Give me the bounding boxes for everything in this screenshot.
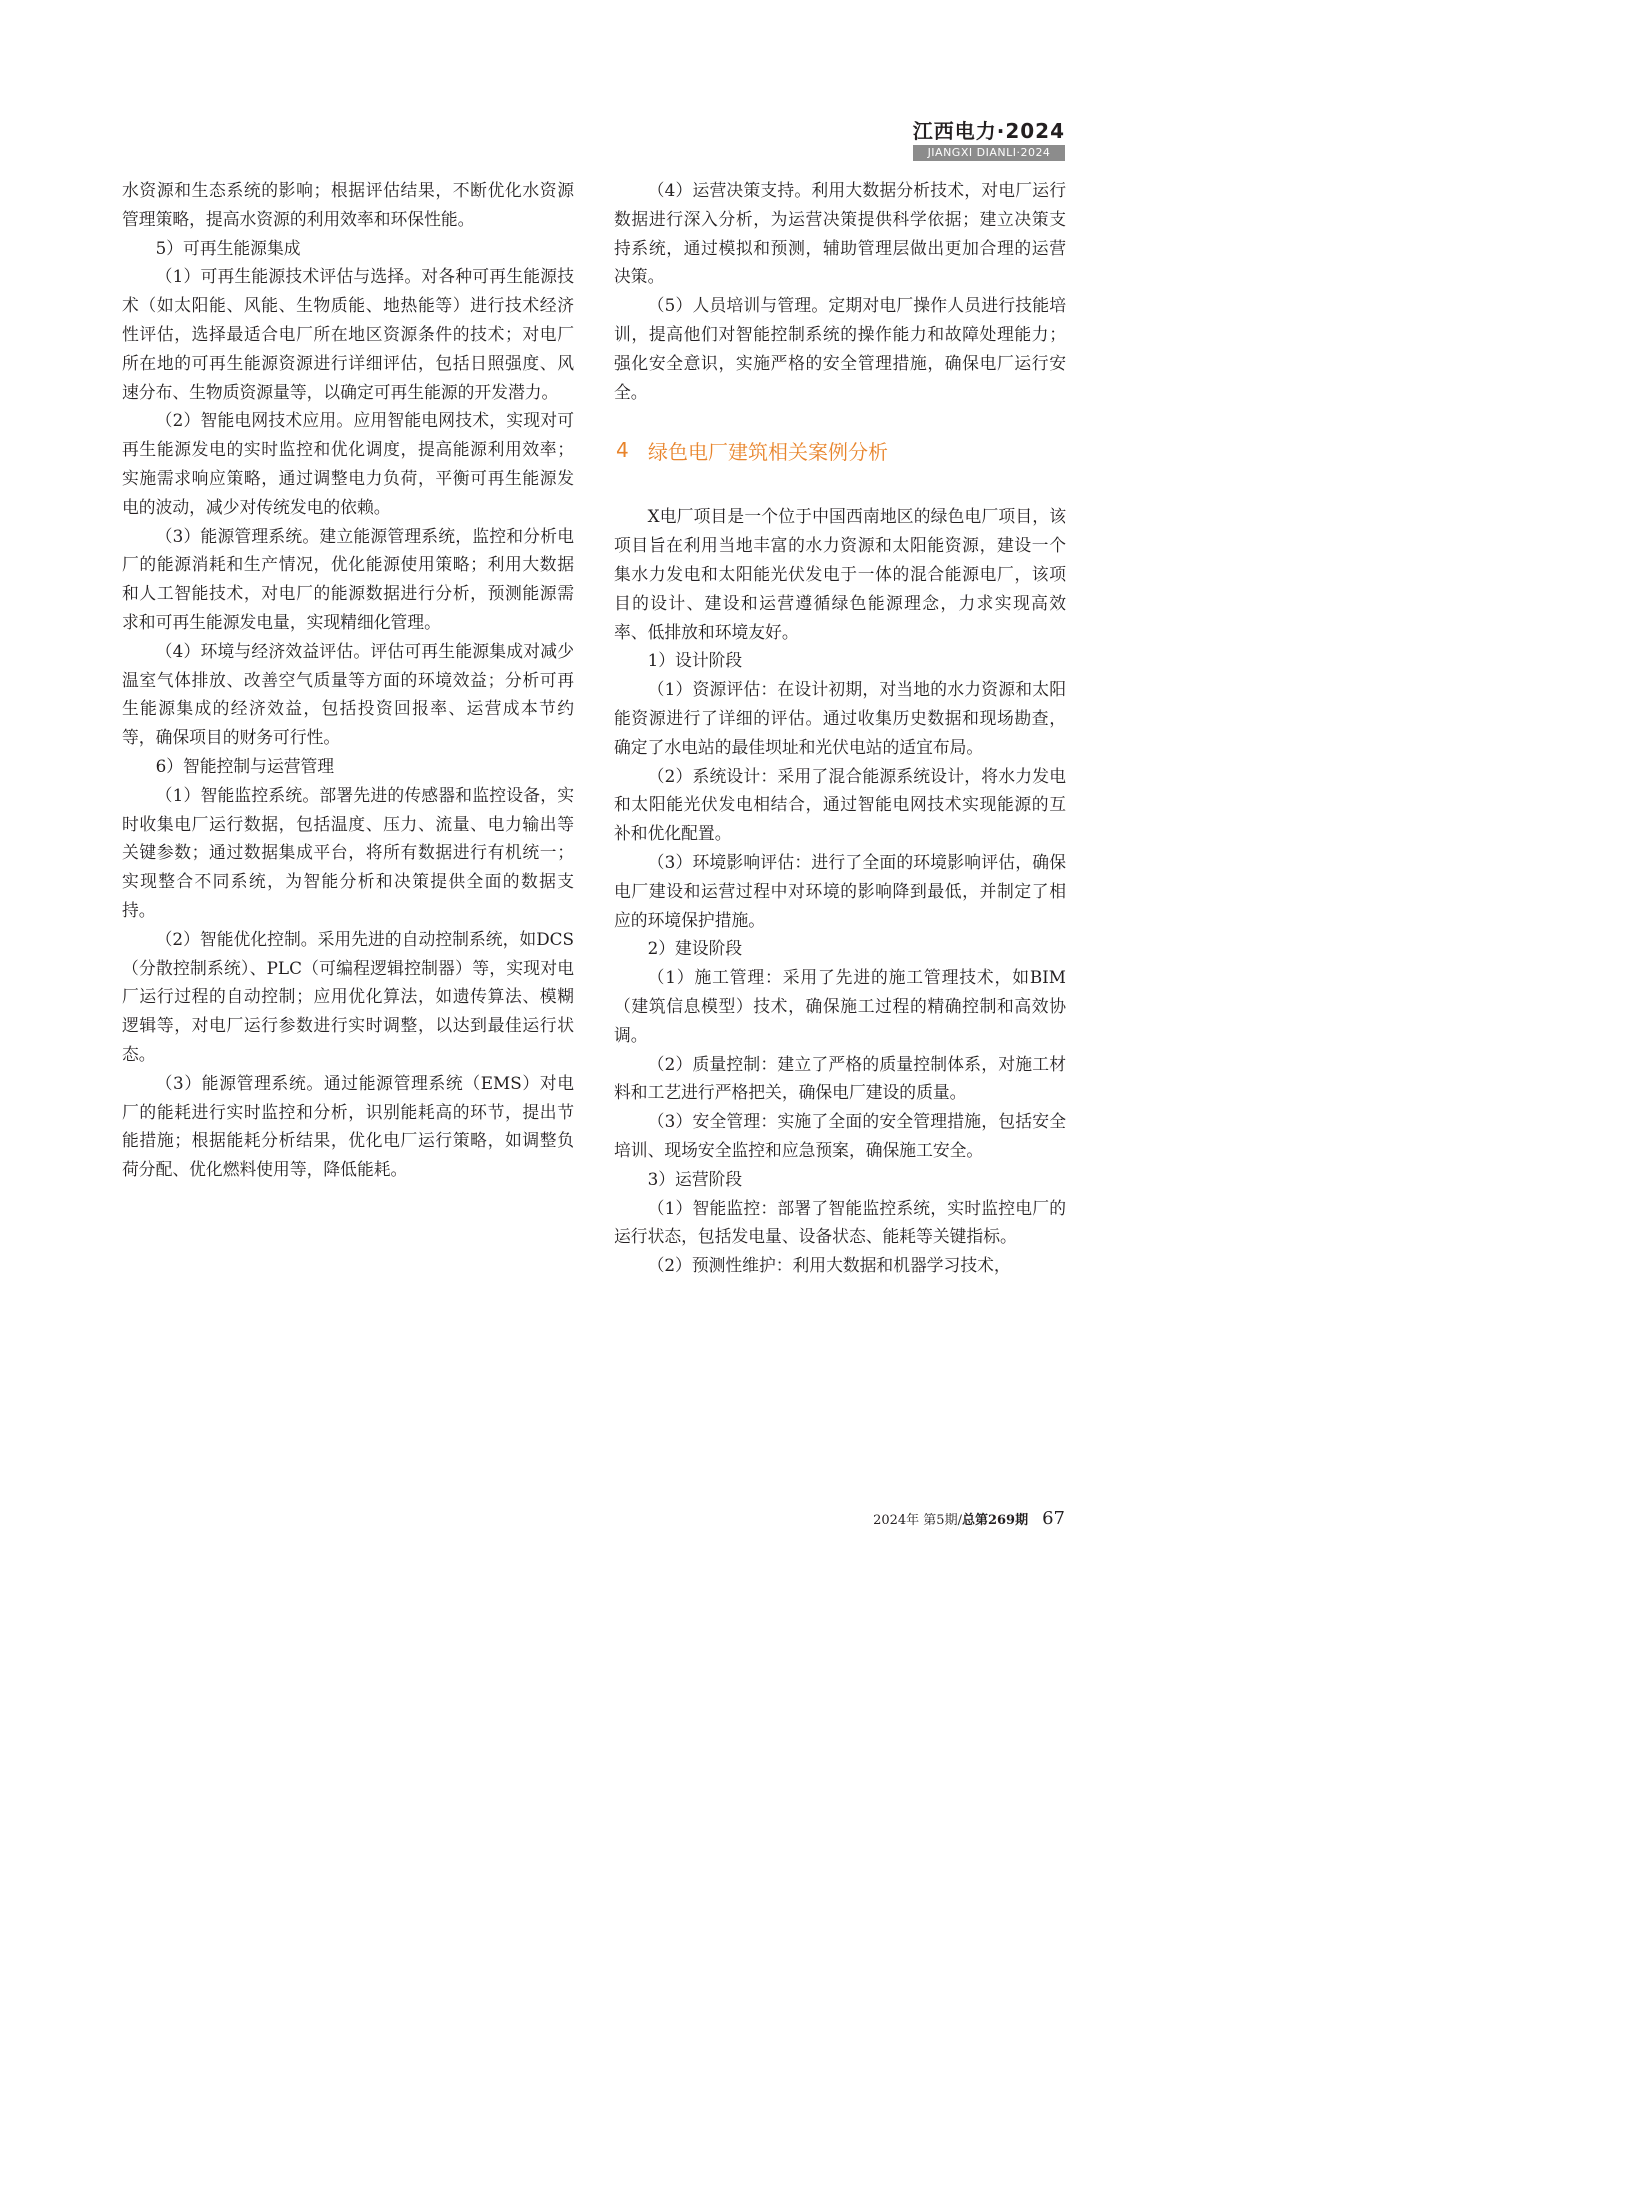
- paragraph: （2）系统设计：采用了混合能源系统设计，将水力发电和太阳能光伏发电相结合，通过智能电网技术实现能源的互补和优化配置。: [614, 765, 1066, 844]
- paragraph: （2）预测性维护：利用大数据和机器学习技术，: [647, 1255, 1011, 1276]
- paragraph: （2）智能优化控制。采用先进的自动控制系统，如DCS（分散控制系统）、PLC（可编程逻辑控制器）等，实现对电厂运行过程的自动控制；应用优化算法，如遗传算法、模糊逻辑等，对电厂运行参数进行实时调整，以达到最佳运行状态。: [122, 928, 574, 1064]
- paragraph: （1）资源评估：在设计初期，对当地的水力资源和太阳能资源进行了详细的评估。通过收集历史数据和现场勘查，确定了水电站的最佳坝址和光伏电站的适宜布局。: [614, 679, 1066, 757]
- paragraph: （2）智能电网技术应用。应用智能电网技术，实现对可再生能源发电的实时监控和优化调度，提高能源利用效率；实施需求响应策略，通过调整电力负荷，平衡可再生能源发电的波动，减少对传统发电的依赖。: [122, 410, 574, 517]
- journal-title: 江西电力·2024: [912, 119, 1065, 143]
- journal-subtitle-bar: JIANGXI DIANLI·2024: [913, 145, 1065, 161]
- section-number: 4: [616, 438, 629, 463]
- page-number: 67: [1042, 1508, 1065, 1529]
- paragraph: （3）能源管理系统。建立能源管理系统，监控和分析电厂的能源消耗和生产情况，优化能源使用策略；利用大数据和人工智能技术，对电厂的能源数据进行分析，预测能源需求和可再生能源发电量，实现精细化管理。: [122, 525, 574, 632]
- paragraph: X电厂项目是一个位于中国西南地区的绿色电厂项目，该项目旨在利用当地丰富的水力资源和太阳能资源，建设一个集水力发电和太阳能光伏发电于一体的混合能源电厂，该项目的设计、建设和运营遵循绿色能源理念，力求实现高效率、低排放和环境友好。: [614, 506, 1066, 642]
- subsection-heading: 5）可再生能源集成: [155, 237, 301, 258]
- paragraph: （5）人员培训与管理。定期对电厂操作人员进行技能培训，提高他们对智能控制系统的操作能力和故障处理能力；强化安全意识，实施严格的安全管理措施，确保电厂运行安全。: [614, 295, 1066, 402]
- paragraph: （1）施工管理：采用了先进的施工管理技术，如BIM（建筑信息模型）技术，确保施工过程的精确控制和高效协调。: [614, 967, 1066, 1045]
- left-column: [122, 176, 574, 1184]
- subsection-heading: 3）运营阶段: [647, 1168, 743, 1189]
- paragraph: （3）安全管理：实施了全面的安全管理措施，包括安全培训、现场安全监控和应急预案，确保施工安全。: [614, 1111, 1066, 1160]
- paragraph: （1）智能监控：部署了智能监控系统，实时监控电厂的运行状态，包括发电量、设备状态、能耗等关键指标。: [614, 1197, 1066, 1247]
- paragraph: （2）质量控制：建立了严格的质量控制体系，对施工材料和工艺进行严格把关，确保电厂建设的质量。: [614, 1053, 1066, 1103]
- paragraph: （1）可再生能源技术评估与选择。对各种可再生能源技术（如太阳能、风能、生物质能、地热能等）进行技术经济性评估，选择最适合电厂所在地区资源条件的技术；对电厂所在地的可再生能源资源进行详细评估，包括日照强度、风速分布、生物质资源量等，以确定可再生能源的开发潜力。: [122, 266, 574, 402]
- subsection-heading: 2）建设阶段: [647, 938, 743, 959]
- subsection-heading: 1）设计阶段: [647, 650, 743, 671]
- section-title: 绿色电厂建筑相关案例分析: [648, 439, 888, 464]
- paragraph: （3）环境影响评估：进行了全面的环境影响评估，确保电厂建设和运营过程中对环境的影响降到最低，并制定了相应的环境保护措施。: [614, 851, 1066, 930]
- journal-masthead: [805, 119, 1065, 161]
- issue-info: 2024年 第5期/: [873, 1513, 962, 1528]
- paragraph: （1）智能监控系统。部署先进的传感器和监控设备，实时收集电厂运行数据，包括温度、压力、流量、电力输出等关键参数；通过数据集成平台，将所有数据进行有机统一；实现整合不同系统，为智能分析和决策提供全面的数据支持。: [122, 784, 574, 920]
- paragraph: （4）运营决策支持。利用大数据分析技术，对电厂运行数据进行深入分析，为运营决策提供科学依据；建立决策支持系统，通过模拟和预测，辅助管理层做出更加合理的运营决策。: [614, 180, 1066, 287]
- subsection-heading: 6）智能控制与运营管理: [155, 755, 335, 776]
- section-heading: [614, 432, 1066, 468]
- right-column: [614, 176, 1066, 1280]
- paragraph: 水资源和生态系统的影响；根据评估结果，不断优化水资源管理策略，提高水资源的利用效率和环保性能。: [122, 180, 574, 229]
- paragraph: （4）环境与经济效益评估。评估可再生能源集成对减少温室气体排放、改善空气质量等方面的环境效益；分析可再生能源集成的经济效益，包括投资回报率、运营成本节约等，确保项目的财务可行性。: [122, 640, 574, 748]
- issue-total: 总第269期: [961, 1513, 1029, 1528]
- page-footer: [873, 1508, 1065, 1529]
- paragraph: （3）能源管理系统。通过能源管理系统（EMS）对电厂的能耗进行实时监控和分析，识别能耗高的环节，提出节能措施；根据能耗分析结果，优化电厂运行策略，如调整负荷分配、优化燃料使用等，降低能耗。: [122, 1072, 574, 1180]
